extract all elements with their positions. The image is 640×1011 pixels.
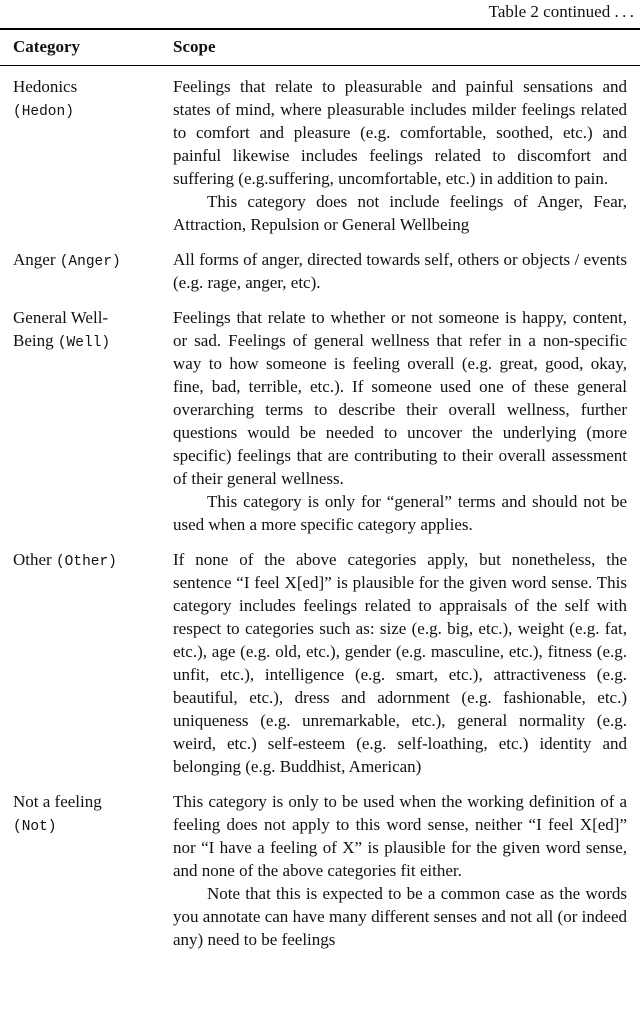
category-name: Other bbox=[13, 550, 52, 569]
table-continuation-note: Table 2 continued . . . bbox=[488, 2, 634, 21]
category-name: Not a feeling bbox=[13, 792, 102, 811]
scope-cell bbox=[173, 75, 627, 236]
category-cell bbox=[13, 75, 173, 236]
column-header-scope: Scope bbox=[173, 37, 216, 56]
category-cell bbox=[13, 306, 173, 536]
category-name: General Well-Being bbox=[13, 308, 109, 350]
table-row-anger bbox=[0, 248, 640, 294]
table-row-not-a-feeling bbox=[0, 790, 640, 951]
table-row-general-well-being bbox=[0, 306, 640, 536]
scope-paragraph: Feelings that relate to whether or not someone is happy, content, or sad. Feelings of general wellness that refer in a non-specific way to how someone is feeling overall (e.g. great, good, okay, fine, bad, terrible, etc.). If someone used one of these general overarching terms to describe their overall wellness, further questions would be needed to uncover the underlying (more specific) feelings that are contributing to their overall assessment of their general wellness. bbox=[173, 308, 627, 488]
scope-paragraph: This category is only to be used when the working definition of a feeling does not apply to this word sense, neither “I feel X[ed]” nor “I have a feeling of X” is plausible for the given word sense, and none of the above categories fit either. bbox=[173, 792, 627, 880]
scope-paragraph: This category is only for “general” terms and should not be used when a more specific category applies. bbox=[173, 492, 627, 534]
scope-cell bbox=[173, 306, 627, 536]
category-cell bbox=[13, 790, 173, 951]
scope-paragraph: If none of the above categories apply, but nonetheless, the sentence “I feel X[ed]” is plausible for the given word sense. This category includes feelings related to appraisals of the self with respect to categories such as: size (e.g. big, etc.), weight (e.g. fat, etc.), age (e.g. old, etc.), gender (e.g. masculine, etc.), fitness (e.g. unfit, etc.), intelligence (e.g. smart, etc.), attractiveness (e.g. beautiful, etc.), dress and adornment (e.g. fashionable, etc.) uniqueness (e.g. unremarkable, etc.), general normality (e.g. weird, etc.) self-esteem (e.g. self-loathing, etc.) identity and belonging (e.g. Buddhist, American) bbox=[173, 550, 627, 776]
category-cell bbox=[13, 548, 173, 778]
category-code: (Not) bbox=[13, 819, 57, 835]
table-header-row bbox=[0, 30, 640, 65]
scope-paragraph: This category does not include feelings of Anger, Fear, Attraction, Repulsion or General Wellbeing bbox=[173, 192, 627, 234]
scope-paragraph: Note that this is expected to be a common case as the words you annotate can have many different senses and not all (or indeed any) need to be feelings bbox=[173, 884, 627, 949]
scope-cell bbox=[173, 548, 627, 778]
scope-paragraph: All forms of anger, directed towards self, others or objects / events (e.g. rage, anger, etc). bbox=[173, 250, 627, 292]
table-body bbox=[0, 66, 640, 951]
category-code: (Hedon) bbox=[13, 104, 74, 120]
scope-cell bbox=[173, 790, 627, 951]
category-name: Anger bbox=[13, 250, 56, 269]
scope-paragraph: Feelings that relate to pleasurable and painful sensations and states of mind, where pleasurable includes milder feelings related to comfort and pleasure (e.g. comfortable, soothed, etc.) and painful likewise includes feelings related to discomfort and suffering (e.g.suffering, uncomfortable, etc.) in addition to pain. bbox=[173, 77, 627, 188]
category-code: (Other) bbox=[55, 554, 117, 570]
category-name: Hedonics bbox=[13, 77, 78, 96]
column-header-category: Category bbox=[13, 37, 81, 56]
category-code: (Well) bbox=[57, 335, 111, 351]
category-cell bbox=[13, 248, 173, 294]
table-row-other bbox=[0, 548, 640, 778]
table-row-hedonics bbox=[0, 75, 640, 236]
scope-cell bbox=[173, 248, 627, 294]
category-code: (Anger) bbox=[59, 254, 121, 270]
